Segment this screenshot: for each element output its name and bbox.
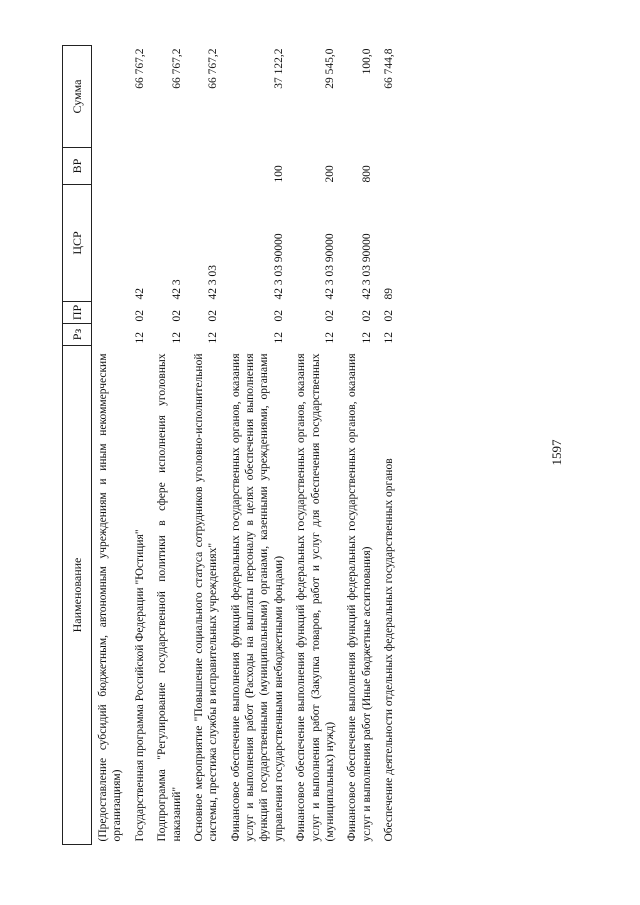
row-sum: 66 767,2 (133, 48, 146, 89)
row-csr (92, 185, 129, 302)
row-rz: 12 (170, 332, 183, 344)
row-csr: 42 3 03 90000 (360, 233, 373, 300)
table-row (151, 46, 188, 845)
row-pr: 02 (383, 310, 395, 322)
row-sum (92, 46, 129, 148)
header-name: Наименование (63, 346, 92, 845)
row-rz: 12 (133, 332, 146, 344)
row-vr: 200 (323, 165, 336, 183)
table-row (290, 46, 341, 845)
table-row (225, 46, 291, 845)
row-rz: 12 (383, 332, 395, 344)
header-csr: ЦСР (63, 185, 92, 302)
budget-table (62, 45, 400, 845)
table-row (92, 46, 129, 845)
row-csr: 42 3 03 90000 (323, 233, 336, 300)
row-rz: 12 (272, 332, 285, 344)
row-sum: 66 744,8 (383, 48, 395, 89)
row-name: Финансовое обеспечение выполнения функций федеральных государственных органов, оказания услуг и выполнения работ (Иные бюджетные ассигнования) (346, 353, 373, 842)
header-rz: Рз (63, 324, 92, 346)
row-vr (129, 148, 151, 185)
row-name: (Предоставление субсидий бюджетным, автономным учреждениям и иным некоммерческим организациям) (97, 353, 124, 842)
row-sum: 66 767,2 (170, 48, 183, 89)
row-rz: 12 (207, 332, 220, 344)
row-vr (188, 148, 225, 185)
row-vr: 100 (272, 165, 285, 183)
table-row (188, 46, 225, 845)
row-csr: 42 (133, 288, 146, 300)
row-name: Финансовое обеспечение выполнения функций федеральных государственных органов, оказания услуг и выполнения работ (Закупка товаров, работ и услуг для обеспечения государственных (муниципальных) нужд) (295, 353, 336, 842)
row-csr: 42 3 03 (207, 265, 220, 300)
row-rz: 12 (360, 332, 373, 344)
header-sum: Сумма (63, 46, 92, 148)
row-sum: 37 122,2 (272, 48, 285, 89)
row-pr: 02 (207, 310, 220, 322)
row-csr: 42 3 (170, 279, 183, 300)
row-vr (378, 148, 400, 185)
row-pr: 02 (133, 310, 146, 322)
row-pr: 02 (170, 310, 183, 322)
header-pr: ПР (63, 302, 92, 324)
row-pr: 02 (323, 310, 336, 322)
row-sum: 66 767,2 (207, 48, 220, 89)
table-row (341, 46, 378, 845)
row-csr: 89 (383, 288, 395, 300)
row-pr (92, 302, 129, 324)
row-sum: 29 545,0 (323, 48, 336, 89)
row-vr (151, 148, 188, 185)
row-name: Финансовое обеспечение выполнения функций федеральных государственных органов, оказания услуг и выполнения работ (Расходы на выплаты персоналу в целях обеспечения выполнения функций государственными (муниципальными) органами, казенными учреждениями, органами управления государственными внебюджетными фондами) (229, 353, 285, 842)
table-row (129, 46, 151, 845)
row-rz: 12 (323, 332, 336, 344)
row-pr: 02 (360, 310, 373, 322)
row-pr: 02 (272, 310, 285, 322)
row-name: Государственная программа Российской Федерации "Юстиция" (133, 529, 146, 842)
row-rz (92, 324, 129, 346)
table-row (378, 46, 400, 845)
row-sum: 100,0 (360, 48, 373, 75)
row-name: Обеспечение деятельности отдельных федеральных государственных органов (383, 458, 395, 842)
header-vr: ВР (63, 148, 92, 185)
row-name: Основное мероприятие "Повышение социального статуса сотрудников уголовно-исполнительной системы, престижа службы в исправительных учреждениях" (192, 353, 220, 842)
row-csr: 42 3 03 90000 (272, 233, 285, 300)
row-name: Подпрограмма "Регулирование государственной политики в сфере исполнения уголовных наказаний" (156, 353, 183, 842)
row-vr: 800 (360, 165, 373, 183)
table-header-row (63, 46, 92, 845)
row-vr (92, 148, 129, 185)
page-number: 1597 (549, 439, 564, 466)
